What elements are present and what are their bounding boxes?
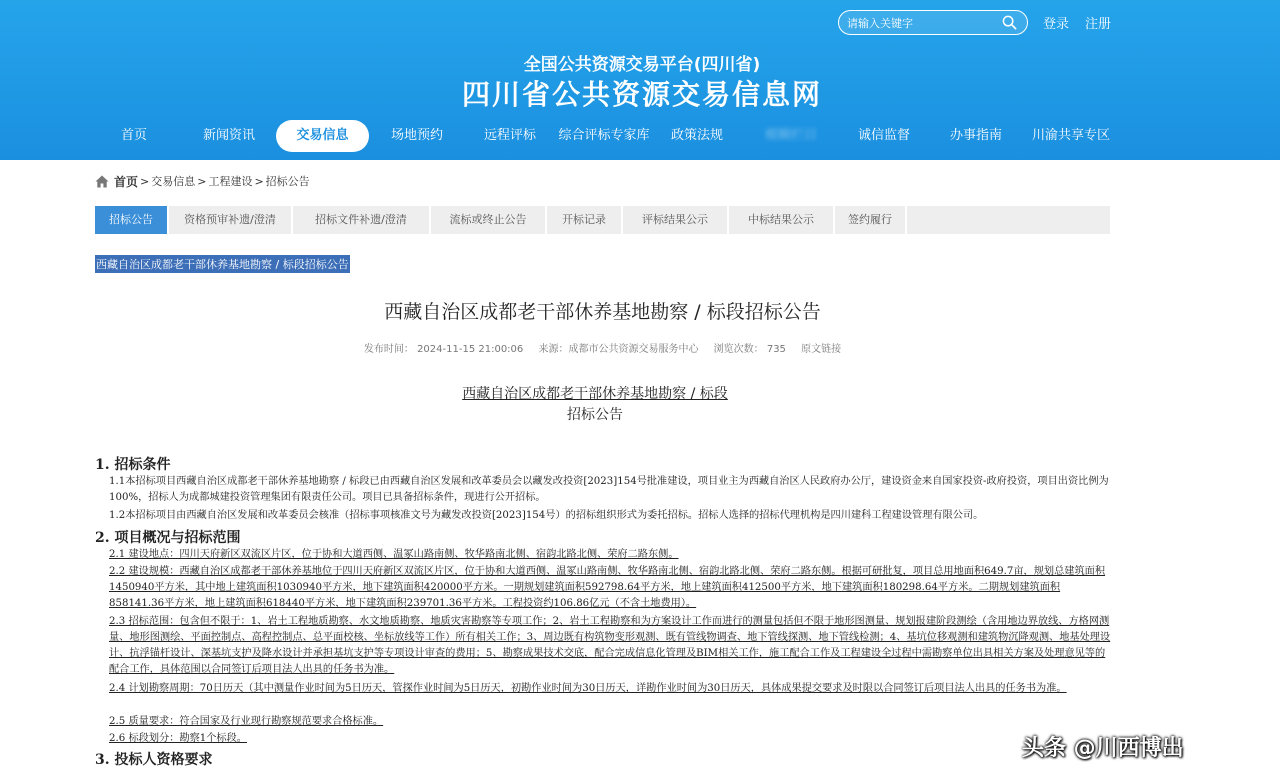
search-icon[interactable] (1002, 15, 1017, 30)
nav-trade-info[interactable]: 交易信息 (276, 120, 369, 152)
login-link[interactable]: 登录 (1043, 17, 1070, 32)
section-1-heading: 1. 招标条件 (95, 457, 171, 473)
nav-news[interactable]: 新闻资讯 (202, 128, 255, 143)
site-subtitle: 全国公共资源交易平台(四川省) (523, 55, 761, 75)
section-3-heading: 3. 投标人资格要求 (95, 752, 213, 768)
section-2-para-1-text: 2.1 建设地点：四川天府新区双流区片区，位于协和大道西侧、温冢山路南侧、牧华路南北侧、宿韵北路北侧、荣府二路东侧。 (109, 549, 679, 560)
nav-venue-booking[interactable]: 场地预约 (390, 128, 443, 143)
site-header (0, 0, 1280, 160)
section-2-para-6 (95, 731, 1115, 747)
search-input[interactable] (847, 14, 997, 32)
tab-bid-opening-record[interactable]: 开标记录 (547, 206, 623, 234)
nav-blurred-item[interactable]: 模糊栏目 (764, 128, 817, 143)
section-1-para-1 (95, 474, 1115, 506)
doc-title-line1: 西藏自治区成都老干部休养基地勘察 / 标段 (462, 386, 728, 402)
tab-tender-notice[interactable]: 招标公告 (95, 206, 169, 234)
section-2-para-3 (95, 614, 1115, 678)
search-box[interactable] (838, 10, 1028, 35)
section-2-para-4 (95, 681, 1115, 697)
article-source: 来源：成都市公共资源交易服务中心 (538, 344, 699, 355)
breadcrumb-tender-notice[interactable]: 招标公告 (265, 175, 310, 188)
section-2-para-2-text: 2.2 建设规模：西藏自治区成都老干部休养基地位于四川天府新区双流区片区，位于协和大道西侧、温冢山路南侧、牧华路南北侧、宿韵北路北侧、荣府二路东侧。根据可研批复，项目总用地面积649.7亩，规划总建筑面积1450940平方米，其中地上建筑面积1030940平方米，地下建筑面积420000平方米。一期规划建筑面积592798.64平方米，地上建筑面积412500平方米，地下建筑面积180298.64平方米。二期规划建筑面积858141.36平方米，地上建筑面积618440平方米，地下建筑面积239701.36平方米。工程投资约106.86亿元（不含土地费用）。 (109, 566, 1106, 609)
nav-policy[interactable]: 政策法规 (670, 128, 723, 143)
doc-title-line2: 招标公告 (567, 407, 623, 423)
section-2-para-2 (95, 564, 1115, 612)
nav-sichuan-chongqing[interactable]: 川渝共享专区 (1031, 128, 1110, 143)
section-2-para-5-text: 2.5 质量要求：符合国家及行业现行勘察规范要求合格标准。 (109, 716, 384, 727)
tab-prequalification-addendum[interactable]: 资格预审补遗/澄清 (169, 206, 293, 234)
register-link[interactable]: 注册 (1085, 17, 1112, 32)
tab-contract-performance[interactable]: 签约履行 (835, 206, 907, 234)
nav-credit[interactable]: 诚信监督 (857, 128, 910, 143)
section-2-para-3-text: 2.3 招标范围：包含但不限于：1、岩土工程地质勘察、水文地质勘察、地质灾害勘察等专项工作；2、岩土工程勘察和为方案设计工作而进行的测量包括但不限于地形图测量、规划报建阶段测绘（含用地边界放线、方格网测量、地形图测绘、平面控制点、高程控制点、总平面校核、坐标放线等工作）所有相关工作；3、周边既有构筑物变形观测、既有管线物调查、地下管线探测、地下管线检测；4、基坑位移观测和建筑物沉降观测、地基处理设计、抗浮锚杆设计、深基坑支护及降水设计并承担基坑支护等专项设计审查的费用；5、勘察成果技术交底，配合完成信息化管理及BIM相关工作，施工配合工作及工程建设全过程中需勘察单位出具相关方案及处理意见等的配合工作，具体范围以合同签订后项目法人出具的任务书为准。 (109, 616, 1111, 675)
home-icon (95, 175, 109, 188)
breadcrumb-trade-info[interactable]: 交易信息 (151, 175, 196, 188)
breadcrumb-separator: > (197, 174, 207, 188)
tab-failed-bid-notice[interactable]: 流标或终止公告 (431, 206, 547, 234)
article-title: 西藏自治区成都老干部休养基地勘察 / 标段招标公告 (384, 301, 821, 323)
nav-remote-evaluation[interactable]: 远程评标 (483, 128, 536, 143)
section-2-para-1 (95, 547, 1115, 563)
breadcrumb-separator: > (140, 174, 150, 188)
nav-guide[interactable]: 办事指南 (949, 128, 1002, 143)
breadcrumb (95, 172, 310, 190)
section-2-para-4-text: 2.4 计划勘察周期：70日历天（其中测量作业时间为5日历天，管探作业时间为5日历天，初勘作业时间为30日历天，详勘作业时间为30日历天，具体成果提交要求及时限以合同签订后项目法人出具的任务书为准。 (109, 683, 1067, 694)
section-2-heading: 2. 项目概况与招标范围 (95, 530, 241, 546)
nav-home[interactable]: 首页 (120, 128, 147, 143)
breadcrumb-separator: > (254, 174, 264, 188)
section-1-para-2-text: 1.2本招标项目由西藏自治区发展和改革委员会核准（招标事项核准文号为藏发改投资[2023]154号）的招标组织形式为委托招标。招标人选择的招标代理机构是四川建科工程建设管理有限公司。 (109, 510, 984, 521)
site-title: 四川省公共资源交易信息网 (461, 78, 822, 111)
section-2-para-6-text: 2.6 标段划分：勘察1个标段。 (109, 733, 247, 744)
section-1-para-1-text: 1.1本招标项目西藏自治区成都老干部休养基地勘察 / 标段已由西藏自治区发展和改革委员会以藏发改投资[2023]154号批准建设，项目业主为西藏自治区人民政府办公厅，建设资金来自国家投资-政府投资，项目出资比例为100%，招标人为成都城建投资管理集团有限责任公司。项目已具备招标条件，现进行公开招标。 (109, 476, 1109, 503)
publish-time: 发布时间： 2024-11-15 21:00:06 (363, 344, 524, 355)
breadcrumb-engineering[interactable]: 工程建设 (208, 175, 253, 188)
tab-tender-doc-addendum[interactable]: 招标文件补遗/澄清 (293, 206, 431, 234)
breadcrumb-home[interactable]: 首页 (114, 174, 139, 189)
highlighted-notice-title[interactable]: 西藏自治区成都老干部休养基地勘察 / 标段招标公告 (95, 255, 350, 273)
section-1-para-2 (95, 508, 1115, 524)
main-nav (0, 120, 1280, 152)
original-link[interactable]: 原文链接 (801, 344, 842, 355)
subtab-bar (95, 206, 1110, 234)
watermark: 头条 @川西博出 (1022, 736, 1184, 761)
nav-expert-library[interactable]: 综合评标专家库 (558, 128, 650, 143)
article-meta (0, 340, 1205, 355)
view-count: 浏览次数： 735 (713, 344, 786, 355)
tab-evaluation-result[interactable]: 评标结果公示 (623, 206, 729, 234)
tab-award-result[interactable]: 中标结果公示 (729, 206, 835, 234)
section-2-para-5 (95, 714, 1115, 730)
